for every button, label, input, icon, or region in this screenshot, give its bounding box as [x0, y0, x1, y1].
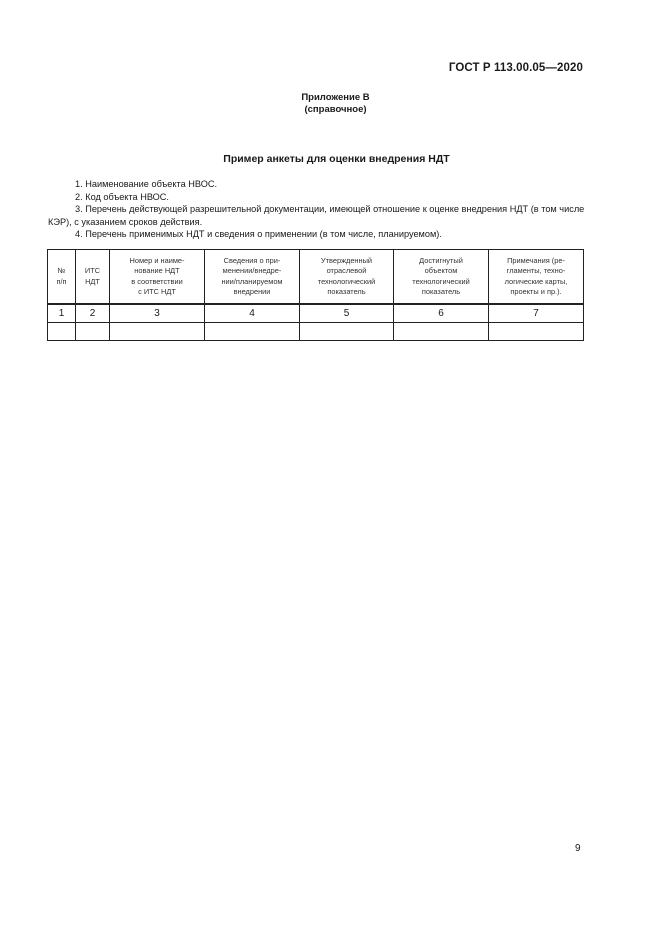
table-cell: [110, 323, 205, 341]
appendix-title: Приложение В: [301, 92, 370, 103]
appendix-heading: [0, 92, 661, 116]
list-item: 3. Перечень действующей разрешительной документации, имеющей отношение к оценке внедрения НДТ (в том числе КЭР), с указанием сроков действия.: [48, 204, 585, 227]
column-header: № п/п: [48, 250, 76, 305]
column-number: 6: [394, 304, 489, 323]
list-item: 1. Наименование объекта НВОС.: [75, 179, 218, 189]
appendix-subtitle: (справочное): [304, 104, 367, 115]
column-number: 4: [205, 304, 300, 323]
column-number: 2: [76, 304, 110, 323]
empty-table-row: [48, 323, 584, 341]
list-item: 2. Код объекта НВОС.: [75, 191, 169, 202]
table-header-row: [48, 250, 584, 305]
table-cell: [300, 323, 394, 341]
column-header: ИТС НДТ: [76, 250, 110, 305]
table-cell: [205, 323, 300, 341]
page-number: 9: [575, 843, 581, 854]
table-cell: [489, 323, 584, 341]
column-header: Достигнутый объектом технологический показатель: [394, 250, 489, 305]
column-number: 7: [489, 304, 584, 323]
column-header: Примечания (ре- гламенты, техно- логические карты, проекты и пр.).: [489, 250, 584, 305]
column-number-row: [48, 304, 584, 323]
table-cell: [394, 323, 489, 341]
column-header: Утвержденный отраслевой технологический показатель: [300, 250, 394, 305]
column-number: 5: [300, 304, 394, 323]
document-code: ГОСТ Р 113.00.05—2020: [448, 62, 583, 74]
section-title-text: Пример анкеты для оценки внедрения НДТ: [223, 153, 450, 165]
column-number: 1: [48, 304, 76, 323]
item-list: [48, 178, 586, 241]
section-title: [0, 153, 661, 165]
list-item: 4. Перечень применимых НДТ и сведения о применении (в том числе, планируемом).: [75, 229, 442, 239]
column-number: 3: [110, 304, 205, 323]
table-cell: [48, 323, 76, 341]
column-header: Номер и наиме- нование НДТ в соответствии с ИТС НДТ: [110, 250, 205, 305]
table-cell: [76, 323, 110, 341]
questionnaire-table: [47, 249, 584, 341]
column-header: Сведения о при- менении/внедре- нии/планируемом внедрении: [205, 250, 300, 305]
